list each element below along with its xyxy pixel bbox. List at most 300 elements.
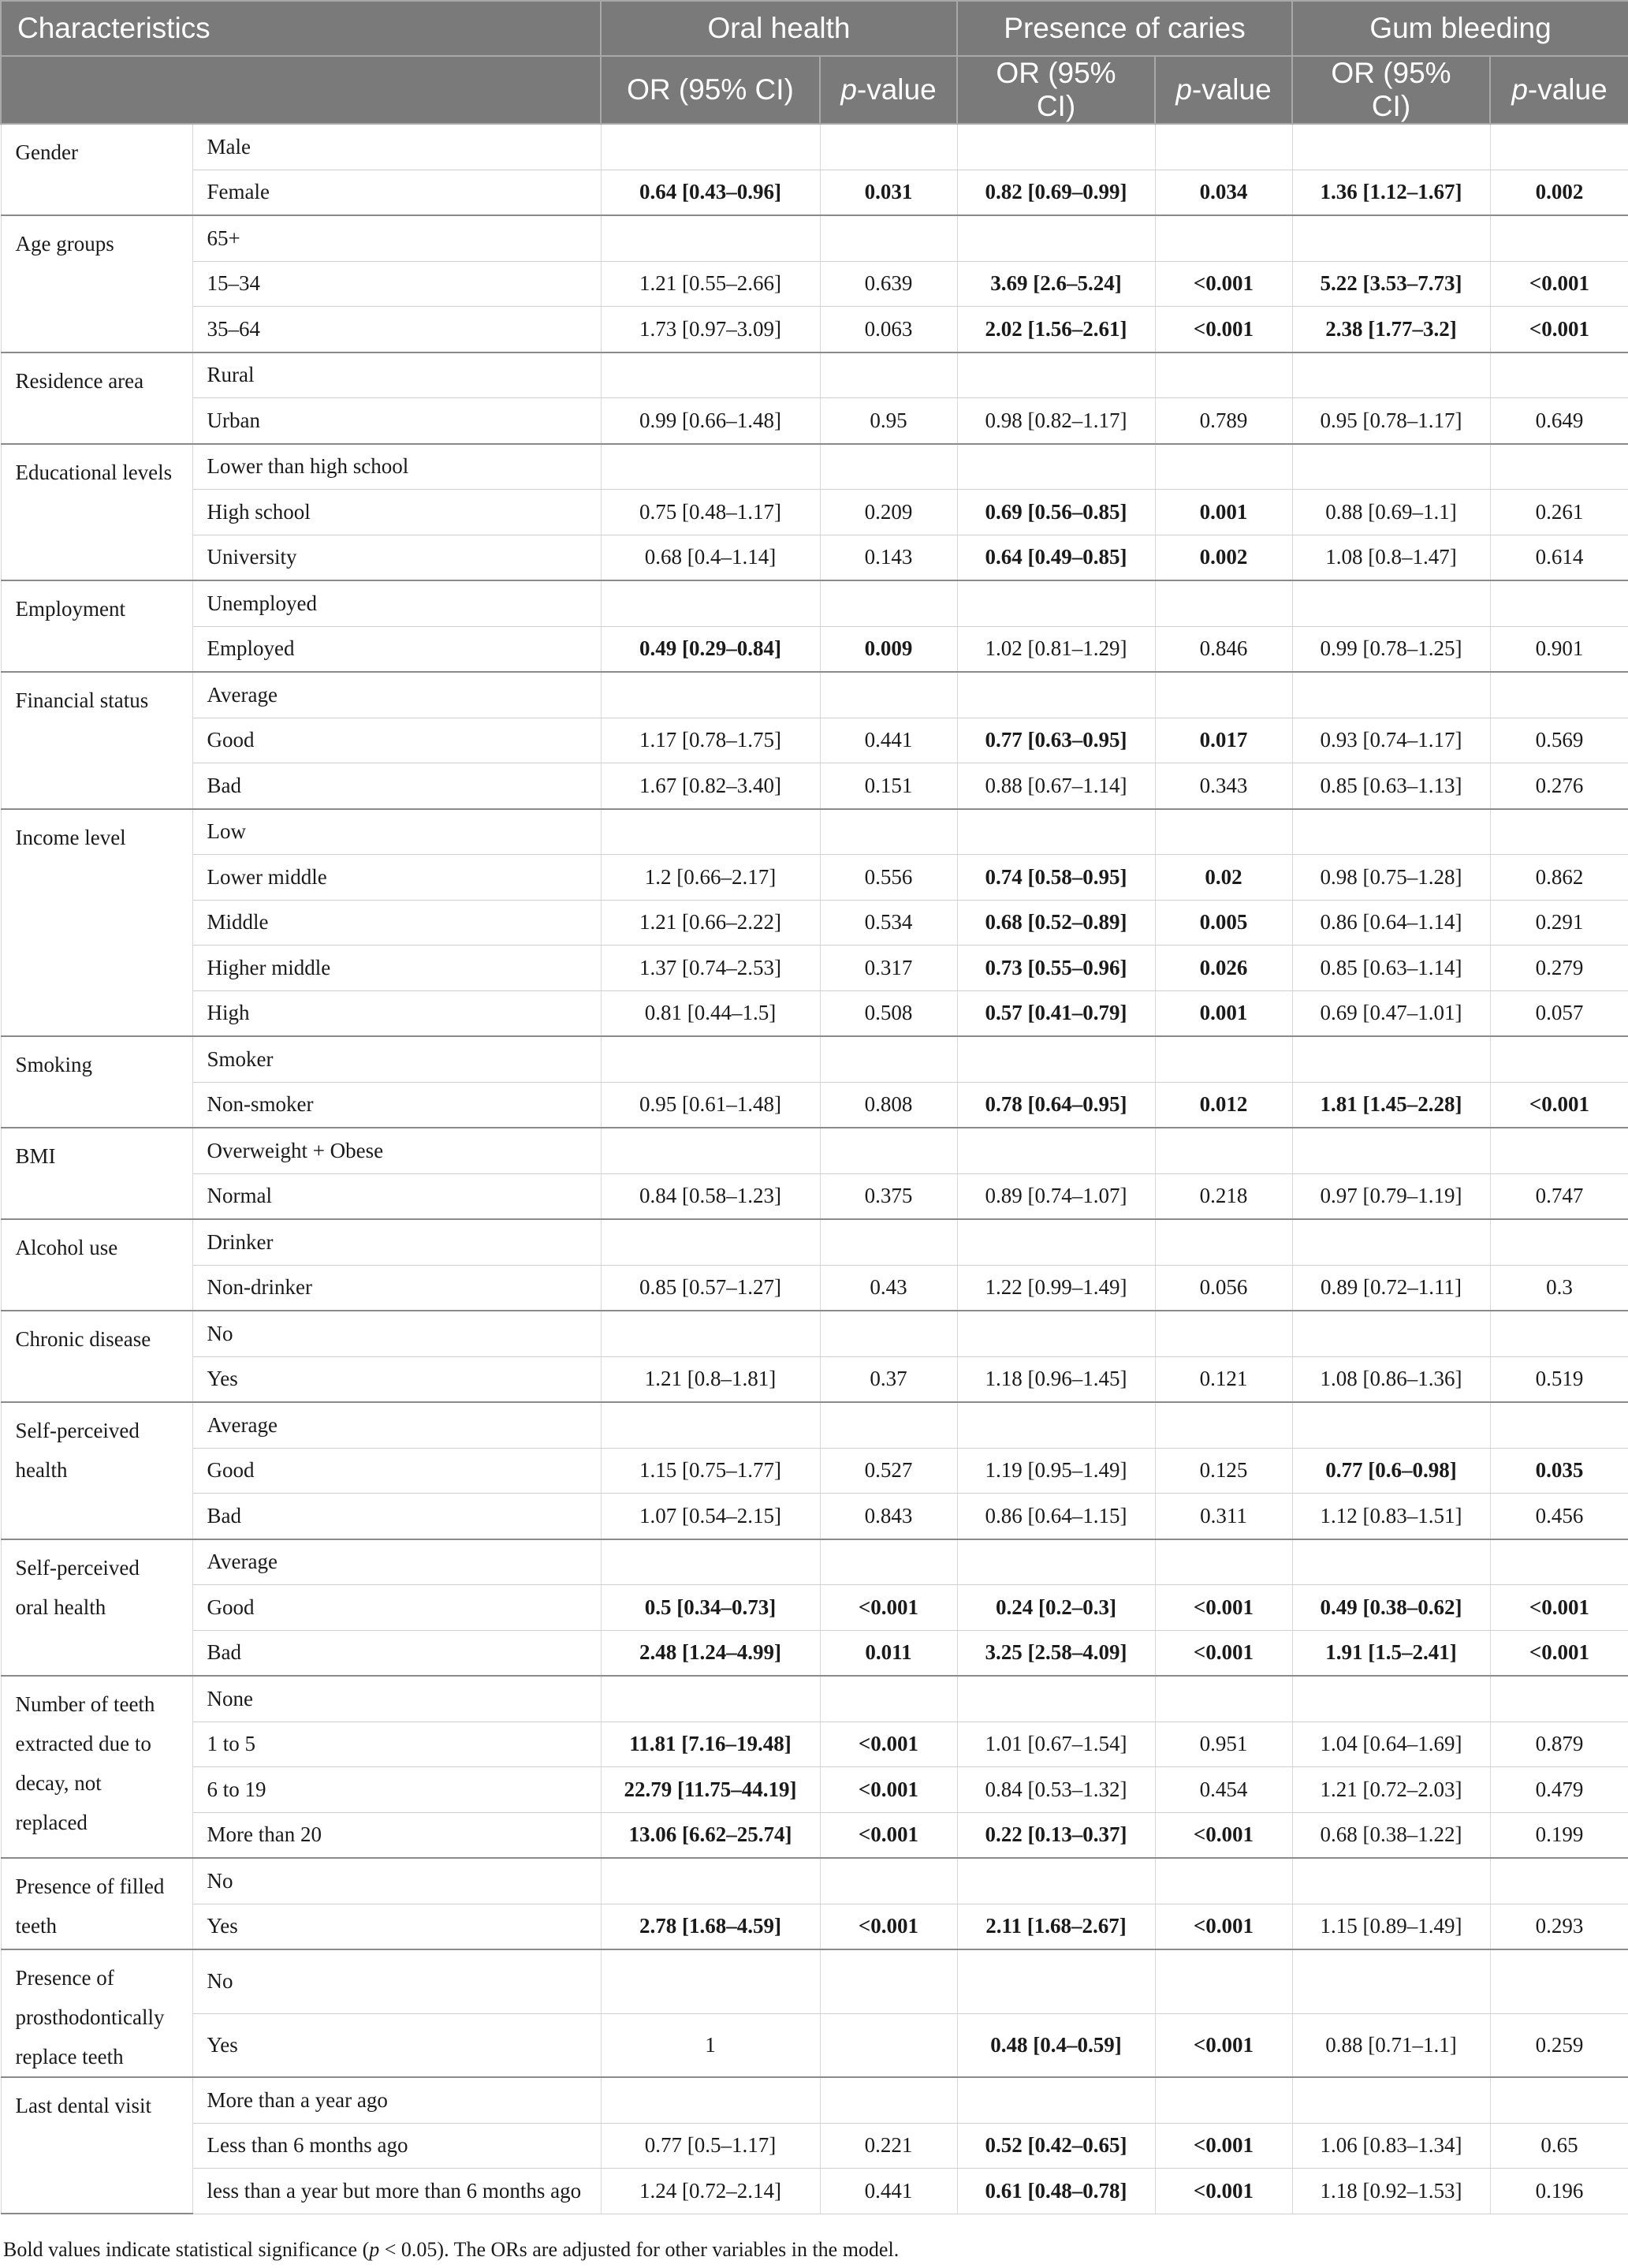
level-cell: Average xyxy=(192,1402,601,1448)
or-ci-cell xyxy=(601,444,820,490)
p-value-cell: 0.789 xyxy=(1155,398,1292,444)
level-cell: Yes xyxy=(192,1904,601,1949)
p-value-cell xyxy=(820,1539,957,1585)
table-row xyxy=(1,1904,1628,1949)
or-ci-cell: 0.81 [0.44–1.5] xyxy=(601,990,820,1036)
level-cell: Smoker xyxy=(192,1036,601,1082)
level-cell: Yes xyxy=(192,1356,601,1402)
or-ci-cell: 1.81 [1.45–2.28] xyxy=(1292,1082,1490,1128)
table-row xyxy=(1,1494,1628,1539)
p-value-cell xyxy=(820,1949,957,2013)
level-cell: Bad xyxy=(192,1630,601,1676)
p-value-cell: 0.37 xyxy=(820,1356,957,1402)
p-value-subheader: p-value xyxy=(1490,56,1628,124)
table-row xyxy=(1,261,1628,307)
or-ci-cell xyxy=(601,1539,820,1585)
or-ci-cell: 0.52 [0.42–0.65] xyxy=(957,2123,1155,2169)
p-value-cell: 0.454 xyxy=(1155,1767,1292,1813)
level-cell: Non-smoker xyxy=(192,1082,601,1128)
p-value-cell: 0.063 xyxy=(820,307,957,353)
p-value-cell xyxy=(1155,1949,1292,2013)
or-ci-cell: 0.64 [0.49–0.85] xyxy=(957,535,1155,580)
or-ci-cell: 0.57 [0.41–0.79] xyxy=(957,990,1155,1036)
characteristics-header: Characteristics xyxy=(1,1,601,56)
or-ci-cell: 1.21 [0.72–2.03] xyxy=(1292,1767,1490,1813)
or-ci-cell xyxy=(601,672,820,718)
p-value-cell: 0.43 xyxy=(820,1265,957,1311)
or-ci-cell xyxy=(1292,444,1490,490)
p-value-cell: 0.002 xyxy=(1155,535,1292,580)
p-value-subheader: p-value xyxy=(1155,56,1292,124)
or-ci-cell: 0.49 [0.29–0.84] xyxy=(601,626,820,672)
p-value-cell: 0.001 xyxy=(1155,490,1292,535)
p-value-cell xyxy=(1155,1539,1292,1585)
or-ci-cell xyxy=(601,1858,820,1904)
table-row xyxy=(1,1539,1628,1585)
or-ci-cell: 0.95 [0.61–1.48] xyxy=(601,1082,820,1128)
or-ci-cell: 1.91 [1.5–2.41] xyxy=(1292,1630,1490,1676)
p-value-cell xyxy=(1490,1311,1628,1356)
p-value-cell xyxy=(1490,672,1628,718)
p-value-cell: 0.747 xyxy=(1490,1173,1628,1219)
or-ci-cell: 0.75 [0.48–1.17] xyxy=(601,490,820,535)
table-row xyxy=(1,1448,1628,1494)
table-row xyxy=(1,763,1628,809)
or-ci-cell xyxy=(1292,124,1490,170)
or-ci-cell: 0.49 [0.38–0.62] xyxy=(1292,1585,1490,1631)
or-ci-cell: 1.36 [1.12–1.67] xyxy=(1292,170,1490,215)
characteristic-cell: Gender xyxy=(1,124,192,215)
gum-bleeding-header: Gum bleeding xyxy=(1292,1,1628,56)
p-value-cell xyxy=(820,124,957,170)
or-ci-cell xyxy=(957,1311,1155,1356)
or-ci-cell: 0.64 [0.43–0.96] xyxy=(601,170,820,215)
or-ci-cell xyxy=(957,1539,1155,1585)
or-ci-cell: 0.77 [0.63–0.95] xyxy=(957,718,1155,763)
or-ci-cell xyxy=(957,215,1155,261)
p-value-cell: <0.001 xyxy=(820,1767,957,1813)
characteristic-cell: Presence of filled teeth xyxy=(1,1858,192,1949)
p-value-cell: 0.649 xyxy=(1490,398,1628,444)
p-value-cell: <0.001 xyxy=(1155,1904,1292,1949)
level-cell: Female xyxy=(192,170,601,215)
or-ci-cell xyxy=(601,1402,820,1448)
p-value-cell: 0.121 xyxy=(1155,1356,1292,1402)
level-cell: Male xyxy=(192,124,601,170)
or-ci-cell: 0.48 [0.4–0.59] xyxy=(957,2013,1155,2077)
level-cell: Less than 6 months ago xyxy=(192,2123,601,2169)
p-value-cell: 0.901 xyxy=(1490,626,1628,672)
p-value-cell: 0.279 xyxy=(1490,946,1628,991)
or-ci-cell xyxy=(1292,1676,1490,1722)
p-value-cell xyxy=(820,215,957,261)
or-ci-cell xyxy=(1292,1036,1490,1082)
p-value-cell: 0.276 xyxy=(1490,763,1628,809)
oral-health-header: Oral health xyxy=(601,1,957,56)
or-ci-cell: 2.48 [1.24–4.99] xyxy=(601,1630,820,1676)
table-row xyxy=(1,1722,1628,1767)
or-ci-cell: 0.85 [0.63–1.14] xyxy=(1292,946,1490,991)
or-ci-cell xyxy=(601,809,820,855)
level-cell: 35–64 xyxy=(192,307,601,353)
or-ci-cell xyxy=(957,1949,1155,2013)
table-row xyxy=(1,1219,1628,1265)
table-row xyxy=(1,2013,1628,2077)
or-ci-cell xyxy=(957,2077,1155,2123)
table-row xyxy=(1,718,1628,763)
level-cell: High school xyxy=(192,490,601,535)
table-row xyxy=(1,855,1628,901)
characteristic-cell: Alcohol use xyxy=(1,1219,192,1311)
p-value-cell xyxy=(1155,353,1292,398)
or-ci-cell: 0.84 [0.53–1.32] xyxy=(957,1767,1155,1813)
p-value-cell: <0.001 xyxy=(1490,1082,1628,1128)
or-ci-cell: 0.86 [0.64–1.15] xyxy=(957,1494,1155,1539)
level-cell: Yes xyxy=(192,2013,601,2077)
p-value-cell: 0.017 xyxy=(1155,718,1292,763)
p-value-cell xyxy=(1490,809,1628,855)
p-value-cell: 0.199 xyxy=(1490,1812,1628,1858)
or-ci-cell xyxy=(957,1128,1155,1173)
or-ci-cell xyxy=(957,580,1155,626)
or-ci-cell: 0.98 [0.75–1.28] xyxy=(1292,855,1490,901)
level-cell: Rural xyxy=(192,353,601,398)
or-ci-cell: 1.18 [0.92–1.53] xyxy=(1292,2169,1490,2214)
p-value-cell: 0.026 xyxy=(1155,946,1292,991)
table-row xyxy=(1,353,1628,398)
p-value-cell: 0.569 xyxy=(1490,718,1628,763)
table-row xyxy=(1,1676,1628,1722)
or-ci-cell: 1.22 [0.99–1.49] xyxy=(957,1265,1155,1311)
or-ci-cell xyxy=(601,1949,820,2013)
or-ci-cell xyxy=(957,672,1155,718)
or-ci-cell xyxy=(601,1128,820,1173)
p-value-cell: 0.534 xyxy=(820,900,957,946)
p-value-cell: 0.057 xyxy=(1490,990,1628,1036)
level-cell: Average xyxy=(192,1539,601,1585)
characteristic-cell: Chronic disease xyxy=(1,1311,192,1402)
level-cell: Unemployed xyxy=(192,580,601,626)
p-value-cell: 0.311 xyxy=(1155,1494,1292,1539)
p-value-cell xyxy=(820,1858,957,1904)
or-ci-cell: 1.12 [0.83–1.51] xyxy=(1292,1494,1490,1539)
table-row xyxy=(1,580,1628,626)
p-value-cell: 0.95 xyxy=(820,398,957,444)
table-row xyxy=(1,990,1628,1036)
p-value-cell xyxy=(1155,1128,1292,1173)
characteristic-cell: Residence area xyxy=(1,353,192,444)
p-value-cell: <0.001 xyxy=(1490,1585,1628,1631)
or-ci-cell xyxy=(957,444,1155,490)
or-ci-cell: 0.84 [0.58–1.23] xyxy=(601,1173,820,1219)
table-row xyxy=(1,1128,1628,1173)
level-cell: Non-drinker xyxy=(192,1265,601,1311)
p-value-cell: 0.291 xyxy=(1490,900,1628,946)
or-ci-cell: 1.15 [0.89–1.49] xyxy=(1292,1904,1490,1949)
or-ci-cell: 0.99 [0.78–1.25] xyxy=(1292,626,1490,672)
table-row xyxy=(1,626,1628,672)
p-value-cell xyxy=(820,1036,957,1082)
empty-subheader xyxy=(1,56,601,124)
p-value-cell xyxy=(1490,1676,1628,1722)
p-value-cell xyxy=(820,1402,957,1448)
characteristic-cell: Educational levels xyxy=(1,444,192,581)
p-value-cell: 0.196 xyxy=(1490,2169,1628,2214)
characteristic-cell: Self-perceived oral health xyxy=(1,1539,192,1677)
or-ci-cell: 0.68 [0.52–0.89] xyxy=(957,900,1155,946)
characteristic-cell: Age groups xyxy=(1,215,192,353)
or-ci-cell xyxy=(601,353,820,398)
or-ci-cell xyxy=(957,1402,1155,1448)
p-value-cell: 0.035 xyxy=(1490,1448,1628,1494)
level-cell: More than 20 xyxy=(192,1812,601,1858)
p-value-cell: 0.209 xyxy=(820,490,957,535)
p-value-cell: 0.843 xyxy=(820,1494,957,1539)
or-ci-cell: 0.69 [0.47–1.01] xyxy=(1292,990,1490,1036)
table-row xyxy=(1,809,1628,855)
level-cell: Good xyxy=(192,1585,601,1631)
p-value-cell: 0.005 xyxy=(1155,900,1292,946)
or-ci-cell: 1.01 [0.67–1.54] xyxy=(957,1722,1155,1767)
or-ci-cell: 1.18 [0.96–1.45] xyxy=(957,1356,1155,1402)
level-cell: Urban xyxy=(192,398,601,444)
p-value-cell xyxy=(1155,580,1292,626)
p-value-cell: 0.479 xyxy=(1490,1767,1628,1813)
or-ci-cell: 2.11 [1.68–2.67] xyxy=(957,1904,1155,1949)
or-ci-cell xyxy=(1292,2077,1490,2123)
p-value-cell xyxy=(1155,672,1292,718)
or-ci-cell: 13.06 [6.62–25.74] xyxy=(601,1812,820,1858)
level-cell: University xyxy=(192,535,601,580)
table-row xyxy=(1,444,1628,490)
level-cell: 15–34 xyxy=(192,261,601,307)
p-value-cell: 0.808 xyxy=(820,1082,957,1128)
level-cell: Good xyxy=(192,718,601,763)
characteristic-cell: Smoking xyxy=(1,1036,192,1128)
p-value-cell xyxy=(820,672,957,718)
or-ci-cell: 22.79 [11.75–44.19] xyxy=(601,1767,820,1813)
p-value-cell xyxy=(1490,1858,1628,1904)
caries-header: Presence of caries xyxy=(957,1,1292,56)
level-cell: Lower middle xyxy=(192,855,601,901)
characteristic-cell: Income level xyxy=(1,809,192,1037)
or-ci-cell: 0.77 [0.5–1.17] xyxy=(601,2123,820,2169)
p-value-cell: <0.001 xyxy=(1490,261,1628,307)
level-cell: Low xyxy=(192,809,601,855)
or-ci-cell: 2.78 [1.68–4.59] xyxy=(601,1904,820,1949)
p-value-cell: 0.614 xyxy=(1490,535,1628,580)
p-value-cell xyxy=(1155,1676,1292,1722)
or-ci-cell: 1.2 [0.66–2.17] xyxy=(601,855,820,901)
or-ci-cell xyxy=(1292,1858,1490,1904)
p-value-cell xyxy=(820,2013,957,2077)
table-row xyxy=(1,170,1628,215)
level-cell: Employed xyxy=(192,626,601,672)
p-value-cell: 0.519 xyxy=(1490,1356,1628,1402)
or-ci-cell: 0.78 [0.64–0.95] xyxy=(957,1082,1155,1128)
p-value-cell xyxy=(1490,353,1628,398)
or-ci-cell: 1.15 [0.75–1.77] xyxy=(601,1448,820,1494)
p-value-cell xyxy=(1155,1311,1292,1356)
or-ci-cell: 0.89 [0.74–1.07] xyxy=(957,1173,1155,1219)
or-ci-cell xyxy=(1292,1128,1490,1173)
or-ci-subheader: OR (95% CI) xyxy=(1292,56,1490,124)
table-row xyxy=(1,1311,1628,1356)
table-row xyxy=(1,307,1628,353)
table-row xyxy=(1,1949,1628,2013)
level-cell: 6 to 19 xyxy=(192,1767,601,1813)
p-value-cell xyxy=(1155,1036,1292,1082)
level-cell: Lower than high school xyxy=(192,444,601,490)
table-row xyxy=(1,1585,1628,1631)
characteristic-cell: Self-perceived health xyxy=(1,1402,192,1539)
level-cell: More than a year ago xyxy=(192,2077,601,2123)
p-value-cell: 0.65 xyxy=(1490,2123,1628,2169)
or-ci-cell: 1.08 [0.86–1.36] xyxy=(1292,1356,1490,1402)
p-value-cell: 0.456 xyxy=(1490,1494,1628,1539)
p-value-cell: 0.951 xyxy=(1155,1722,1292,1767)
p-value-subheader: p-value xyxy=(820,56,957,124)
p-value-cell xyxy=(1490,1036,1628,1082)
or-ci-cell: 0.73 [0.55–0.96] xyxy=(957,946,1155,991)
or-ci-cell: 2.38 [1.77–3.2] xyxy=(1292,307,1490,353)
table-row xyxy=(1,672,1628,718)
or-ci-cell xyxy=(601,580,820,626)
p-value-cell xyxy=(1155,124,1292,170)
p-value-cell xyxy=(1490,1949,1628,2013)
p-value-cell: 0.056 xyxy=(1155,1265,1292,1311)
p-value-cell: 0.343 xyxy=(1155,763,1292,809)
p-value-cell: 0.639 xyxy=(820,261,957,307)
p-value-cell xyxy=(1490,2077,1628,2123)
level-cell: Good xyxy=(192,1448,601,1494)
p-value-cell xyxy=(1155,1858,1292,1904)
or-ci-cell: 1.04 [0.64–1.69] xyxy=(1292,1722,1490,1767)
p-value-cell: <0.001 xyxy=(1155,2169,1292,2214)
characteristic-cell: Presence of prosthodontically replace teeth xyxy=(1,1949,192,2077)
or-ci-cell: 1.21 [0.8–1.81] xyxy=(601,1356,820,1402)
p-value-cell xyxy=(1155,215,1292,261)
level-cell: Bad xyxy=(192,763,601,809)
p-value-cell: <0.001 xyxy=(1155,307,1292,353)
or-ci-cell: 0.85 [0.57–1.27] xyxy=(601,1265,820,1311)
p-value-cell: 0.441 xyxy=(820,2169,957,2214)
p-value-cell: 0.862 xyxy=(1490,855,1628,901)
p-value-cell: 0.218 xyxy=(1155,1173,1292,1219)
p-value-cell xyxy=(820,1676,957,1722)
p-value-cell: 0.441 xyxy=(820,718,957,763)
or-ci-cell xyxy=(1292,672,1490,718)
table-row xyxy=(1,1767,1628,1813)
p-value-cell xyxy=(820,1311,957,1356)
or-ci-cell xyxy=(601,1036,820,1082)
p-value-cell: 0.001 xyxy=(1155,990,1292,1036)
or-ci-cell: 11.81 [7.16–19.48] xyxy=(601,1722,820,1767)
or-ci-cell: 1.73 [0.97–3.09] xyxy=(601,307,820,353)
p-value-cell: 0.3 xyxy=(1490,1265,1628,1311)
or-ci-cell: 3.69 [2.6–5.24] xyxy=(957,261,1155,307)
or-ci-cell: 0.89 [0.72–1.11] xyxy=(1292,1265,1490,1311)
level-cell: No xyxy=(192,1311,601,1356)
p-value-cell xyxy=(820,353,957,398)
p-value-cell xyxy=(820,444,957,490)
level-cell: 1 to 5 xyxy=(192,1722,601,1767)
or-ci-cell: 0.88 [0.67–1.14] xyxy=(957,763,1155,809)
table-row xyxy=(1,2169,1628,2214)
level-cell: Average xyxy=(192,672,601,718)
level-cell: less than a year but more than 6 months ago xyxy=(192,2169,601,2214)
p-value-cell: <0.001 xyxy=(1490,307,1628,353)
level-cell: 65+ xyxy=(192,215,601,261)
or-ci-cell xyxy=(957,353,1155,398)
or-ci-cell: 0.93 [0.74–1.17] xyxy=(1292,718,1490,763)
or-ci-cell: 1.24 [0.72–2.14] xyxy=(601,2169,820,2214)
characteristic-cell: Financial status xyxy=(1,672,192,809)
table-row xyxy=(1,2123,1628,2169)
p-value-cell: 0.221 xyxy=(820,2123,957,2169)
p-value-cell: 0.375 xyxy=(820,1173,957,1219)
or-ci-cell xyxy=(1292,1402,1490,1448)
or-ci-subheader: OR (95% CI) xyxy=(601,56,820,124)
characteristic-cell: Last dental visit xyxy=(1,2077,192,2214)
or-ci-cell: 1.08 [0.8–1.47] xyxy=(1292,535,1490,580)
p-value-cell xyxy=(1490,444,1628,490)
p-value-cell: <0.001 xyxy=(820,1722,957,1767)
or-ci-cell xyxy=(1292,1219,1490,1265)
p-value-cell: 0.031 xyxy=(820,170,957,215)
table-body xyxy=(1,124,1628,2214)
or-ci-cell: 0.85 [0.63–1.13] xyxy=(1292,763,1490,809)
p-value-cell xyxy=(1490,1128,1628,1173)
p-value-cell xyxy=(1155,1219,1292,1265)
or-ci-cell xyxy=(1292,215,1490,261)
p-value-cell: <0.001 xyxy=(1155,1630,1292,1676)
level-cell: Middle xyxy=(192,900,601,946)
or-ci-cell xyxy=(1292,809,1490,855)
table-row xyxy=(1,1812,1628,1858)
p-value-cell: 0.261 xyxy=(1490,490,1628,535)
or-ci-cell: 0.69 [0.56–0.85] xyxy=(957,490,1155,535)
table-row xyxy=(1,535,1628,580)
level-cell: Overweight + Obese xyxy=(192,1128,601,1173)
p-value-cell: <0.001 xyxy=(1155,1812,1292,1858)
or-ci-cell xyxy=(957,124,1155,170)
or-ci-cell: 0.86 [0.64–1.14] xyxy=(1292,900,1490,946)
table-row xyxy=(1,1036,1628,1082)
table-row xyxy=(1,398,1628,444)
or-ci-cell: 0.88 [0.71–1.1] xyxy=(1292,2013,1490,2077)
p-value-cell: <0.001 xyxy=(1155,2013,1292,2077)
or-ci-cell xyxy=(601,1219,820,1265)
p-value-cell: 0.151 xyxy=(820,763,957,809)
or-ci-cell: 1 xyxy=(601,2013,820,2077)
p-value-cell: <0.001 xyxy=(820,1904,957,1949)
table-row xyxy=(1,2077,1628,2123)
characteristic-cell: Employment xyxy=(1,580,192,672)
or-ci-cell: 1.67 [0.82–3.40] xyxy=(601,763,820,809)
p-value-cell: 0.556 xyxy=(820,855,957,901)
level-cell: Bad xyxy=(192,1494,601,1539)
p-value-cell: 0.034 xyxy=(1155,170,1292,215)
table-row xyxy=(1,946,1628,991)
or-ci-cell: 0.77 [0.6–0.98] xyxy=(1292,1448,1490,1494)
or-ci-cell xyxy=(601,215,820,261)
or-ci-cell: 0.68 [0.38–1.22] xyxy=(1292,1812,1490,1858)
p-value-cell xyxy=(1490,124,1628,170)
or-ci-cell: 1.07 [0.54–2.15] xyxy=(601,1494,820,1539)
p-value-cell xyxy=(820,809,957,855)
table-row xyxy=(1,900,1628,946)
